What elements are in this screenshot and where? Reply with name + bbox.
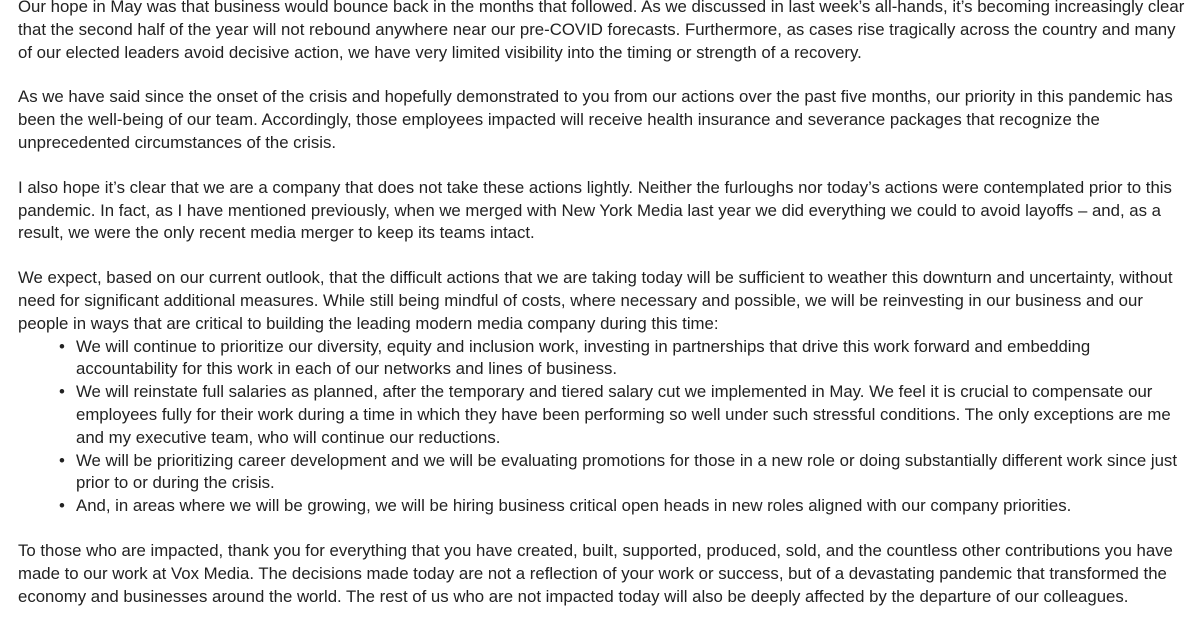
paragraph-thank-you: To those who are impacted, thank you for everything that you have created, built, supported, produced, sold, and the countless other contributions you have made to our work at Vox Media. The decisions made today are not a reflection of your work or success, but of a devastating pandemic that transformed the economy and businesses around the world. The rest of us who are not impacted today will also be deeply affected by the departure of our colleagues. (18, 540, 1173, 606)
memo-document (18, 0, 1190, 630)
list-item (59, 381, 1190, 449)
list-item (59, 495, 1190, 518)
bullet-icon: • (59, 450, 65, 470)
priorities-list (18, 336, 1190, 518)
paragraph-business-outlook: Our hope in May was that business would bounce back in the months that followed. As we discussed in last week’s all-hands, it’s becoming increasingly clear that the second half of the year will not rebound anywhere near our pre-COVID forecasts. Furthermore, as cases rise tragically across the country and many of our elected leaders avoid decisive action, we have very limited visibility into the timing or strength of a recovery. (18, 0, 1185, 62)
bullet-icon: • (59, 382, 65, 402)
bullet-icon: • (59, 496, 65, 516)
list-item (59, 336, 1190, 382)
list-item-text: We will continue to prioritize our diversity, equity and inclusion work, investing in partnerships that drive this work forward and embedding accountability for this work in each of our networks and lines of business. (76, 336, 1091, 379)
list-item-text: And, in areas where we will be growing, we will be hiring business critical open heads in new roles aligned with our company priorities. (76, 496, 1072, 516)
bullet-icon: • (59, 336, 65, 356)
paragraph-actions-not-taken-lightly: I also hope it’s clear that we are a company that does not take these actions lightly. Neither the furloughs nor today’s actions were contemplated prior to this pandemic. In fact, as I have mentioned previously, when we merged with New York Media last year we did everything we could to avoid layoffs – and, as a result, we were the only recent media merger to keep its teams intact. (18, 177, 1172, 243)
paragraph-reinvestment-intro: We expect, based on our current outlook, that the difficult actions that we are taking today will be sufficient to weather this downturn and uncertainty, without need for significant additional measures. While still being mindful of costs, where necessary and possible, we will be reinvesting in our business and our people in ways that are critical to building the leading modern media company during this time: (18, 268, 1173, 333)
list-item-text: We will be prioritizing career development and we will be evaluating promotions for those in a new role or doing substantially different work since just prior to or during the crisis. (76, 450, 1177, 493)
list-item-text: We will reinstate full salaries as planned, after the temporary and tiered salary cut we implemented in May. We feel it is crucial to compensate our employees fully for their work during a time in which they have been performing so well under such stressful conditions. The only exceptions are me and my executive team, who will continue our reductions. (76, 382, 1171, 447)
list-item (59, 450, 1190, 496)
paragraph-team-wellbeing: As we have said since the onset of the crisis and hopefully demonstrated to you from our actions over the past five months, our priority in this pandemic has been the well-being of our team. Accordingly, those employees impacted will receive health insurance and severance packages that recognize the unprecedented circumstances of the crisis. (18, 87, 1173, 152)
